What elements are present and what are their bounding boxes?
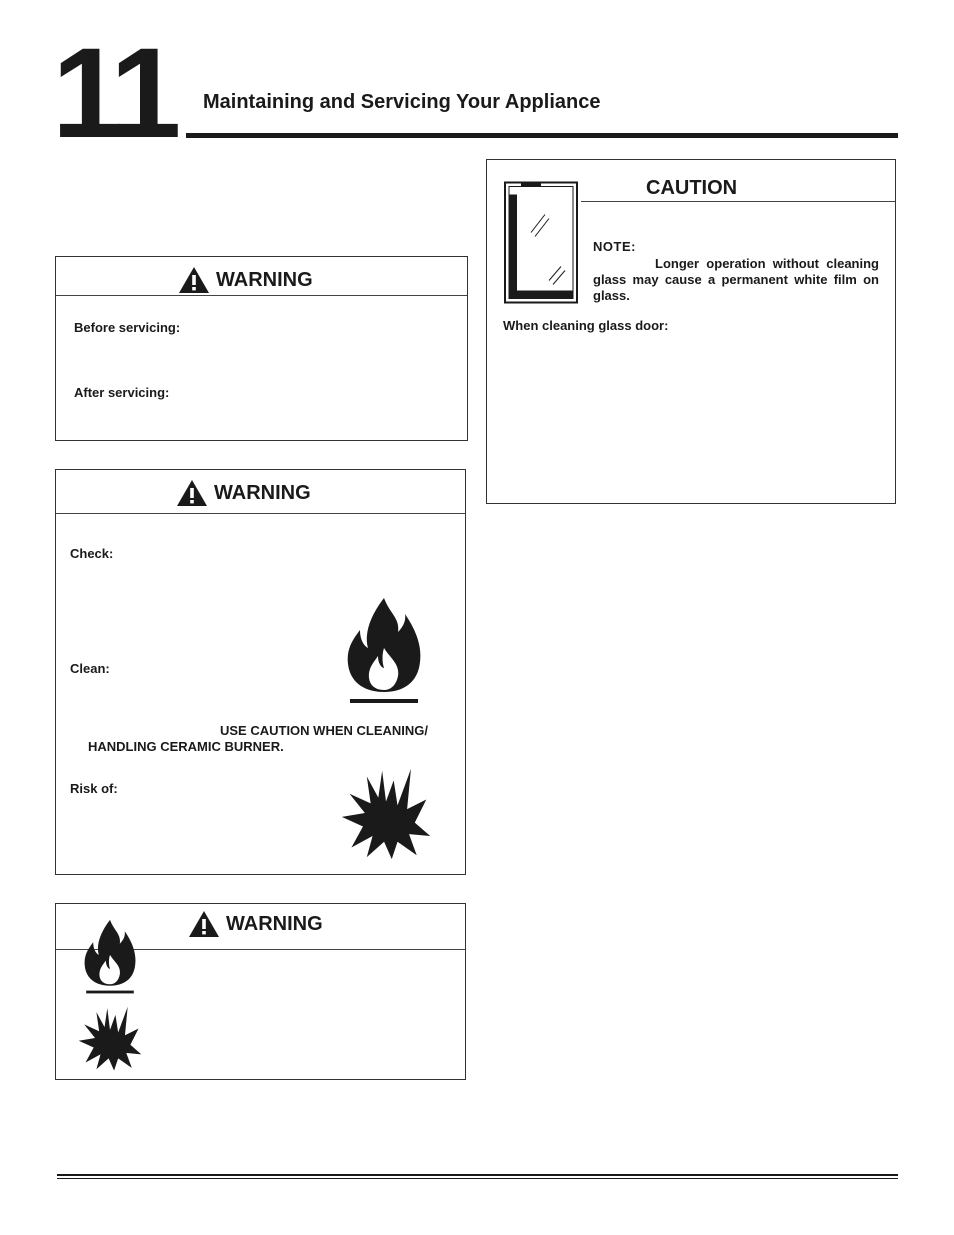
warning-triangle-icon [176, 479, 208, 507]
note-label: NOTE: [593, 239, 636, 254]
clean-label: Clean: [70, 661, 110, 676]
warning-heading [178, 266, 313, 294]
page-title: Maintaining and Servicing Your Appliance [203, 91, 601, 113]
box-divider [581, 201, 895, 202]
warning-heading [176, 479, 311, 507]
explosion-icon [76, 1004, 144, 1072]
warning-triangle-icon [188, 910, 220, 938]
glass-door-icon [503, 180, 579, 305]
footer-rule-thin [57, 1178, 898, 1179]
warning-heading [188, 910, 323, 938]
caution-heading [646, 177, 737, 200]
title-rule [186, 133, 898, 138]
note-text: Longer operation without cleaning glass may cause a permanent white film on glass. [593, 256, 879, 303]
risk-label: Risk of: [70, 781, 118, 796]
box-divider [56, 513, 465, 514]
explosion-icon [338, 765, 434, 861]
warning-box-servicing [55, 256, 468, 441]
warning-heading-text: WARNING [216, 268, 313, 291]
warning-heading-text: WARNING [214, 481, 311, 504]
warning-box-check-clean [55, 469, 466, 875]
chapter-number: 11 [52, 22, 176, 165]
fire-icon [82, 918, 138, 996]
caution-ceramic-line-1: USE CAUTION WHEN CLEANING/ [220, 723, 428, 738]
warning-triangle-icon [178, 266, 210, 294]
after-servicing-label: After servicing: [74, 385, 170, 400]
warning-heading-text: WARNING [226, 912, 323, 935]
glass-cleaning-label: When cleaning glass door: [503, 318, 669, 333]
check-label: Check: [70, 546, 114, 561]
caution-heading-text: CAUTION [646, 177, 738, 199]
warning-box-fire-explosion [55, 903, 466, 1080]
before-servicing-label: Before servicing: [74, 320, 181, 335]
box-divider [56, 295, 467, 296]
caution-ceramic-line-2: HANDLING CERAMIC BURNER. [88, 739, 284, 754]
caution-box-glass [486, 159, 896, 504]
fire-icon [344, 595, 424, 707]
footer-rule [57, 1174, 898, 1176]
